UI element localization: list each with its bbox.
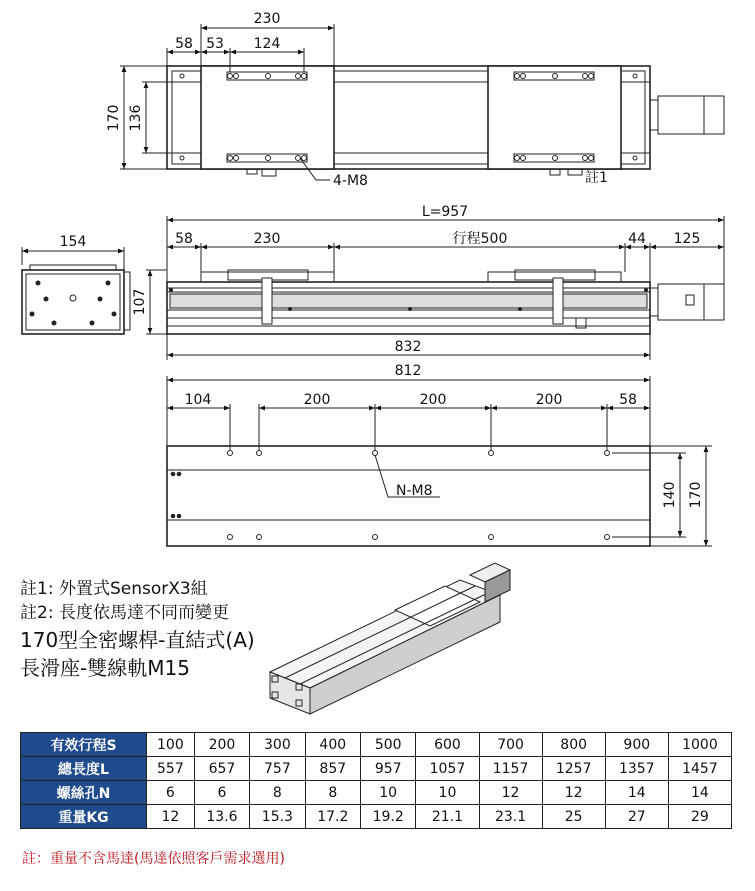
cell: 800	[542, 733, 605, 757]
cell: 1457	[668, 757, 731, 781]
cell: 700	[479, 733, 542, 757]
cell: 400	[305, 733, 360, 757]
dim-44: 44	[628, 231, 646, 247]
product-subtitle: 長滑座-雙線軌M15	[20, 656, 190, 680]
cell: 1357	[605, 757, 668, 781]
cell: 600	[416, 733, 479, 757]
callout-n-m8: N-M8	[396, 483, 433, 499]
callout-4-m8: 4-M8	[333, 173, 368, 189]
side-view	[22, 216, 724, 360]
cell: 857	[305, 757, 360, 781]
dim-230-side: 230	[253, 231, 281, 247]
dim-154: 154	[59, 234, 87, 250]
cell: 757	[250, 757, 305, 781]
note-2: 註2: 長度依馬達不同而變更	[20, 603, 229, 623]
cell: 14	[605, 781, 668, 805]
cell: 500	[360, 733, 415, 757]
product-title: 170型全密螺桿-直結式(A)	[20, 628, 255, 652]
dim-136-top: 136	[128, 104, 144, 132]
cell: 15.3	[250, 805, 305, 829]
cell: 557	[147, 757, 195, 781]
cell: 12	[542, 781, 605, 805]
dim-stroke-500: 行程500	[452, 231, 508, 247]
dim-170-top: 170	[106, 104, 122, 132]
row-length	[21, 757, 732, 781]
dim-812: 812	[394, 363, 422, 379]
cell: 27	[605, 805, 668, 829]
cell: 12	[479, 781, 542, 805]
dim-58-bottom: 58	[619, 392, 637, 408]
note-1: 註1: 外置式SensorX3組	[20, 579, 208, 599]
row-screws	[21, 781, 732, 805]
cell: 1057	[416, 757, 479, 781]
header-weight: 重量KG	[21, 805, 147, 829]
cell: 10	[360, 781, 415, 805]
cell: 657	[194, 757, 249, 781]
dim-124-top: 124	[253, 36, 281, 52]
cell: 29	[668, 805, 731, 829]
cell: 23.1	[479, 805, 542, 829]
dim-200-b: 200	[419, 392, 447, 408]
cell: 100	[147, 733, 195, 757]
dim-58-top: 58	[175, 36, 193, 52]
dim-170-bottom: 170	[688, 481, 704, 509]
cell: 10	[416, 781, 479, 805]
cell: 14	[668, 781, 731, 805]
header-length: 總長度L	[21, 757, 147, 781]
cell: 21.1	[416, 805, 479, 829]
cell: 12	[147, 805, 195, 829]
header-stroke: 有效行程S	[21, 733, 147, 757]
weight-footnote: 註：重量不含馬達(馬達依照客戶需求選用)	[22, 851, 285, 867]
cell: 300	[250, 733, 305, 757]
dim-832: 832	[394, 339, 422, 355]
row-weight	[21, 805, 732, 829]
dim-l-957: L=957	[421, 204, 469, 220]
cell: 1257	[542, 757, 605, 781]
cell: 8	[305, 781, 360, 805]
header-screws: 螺絲孔N	[21, 781, 147, 805]
dim-53-top: 53	[206, 36, 224, 52]
dim-230-top: 230	[253, 11, 281, 27]
cell: 6	[147, 781, 195, 805]
dim-125: 125	[673, 231, 701, 247]
cell: 200	[194, 733, 249, 757]
dim-140: 140	[662, 481, 678, 509]
dim-58-side: 58	[175, 231, 193, 247]
cell: 1157	[479, 757, 542, 781]
cell: 17.2	[305, 805, 360, 829]
cell: 8	[250, 781, 305, 805]
dim-107: 107	[132, 288, 148, 316]
dim-104: 104	[184, 392, 212, 408]
cell: 19.2	[360, 805, 415, 829]
spec-table	[20, 732, 732, 829]
dim-200-a: 200	[303, 392, 331, 408]
dim-200-c: 200	[535, 392, 563, 408]
cell: 25	[542, 805, 605, 829]
cell: 6	[194, 781, 249, 805]
note1-tag: 註1	[585, 170, 608, 186]
cell: 1000	[668, 733, 731, 757]
row-stroke	[21, 733, 732, 757]
cell: 900	[605, 733, 668, 757]
cell: 957	[360, 757, 415, 781]
cell: 13.6	[194, 805, 249, 829]
isometric-view	[270, 563, 510, 714]
